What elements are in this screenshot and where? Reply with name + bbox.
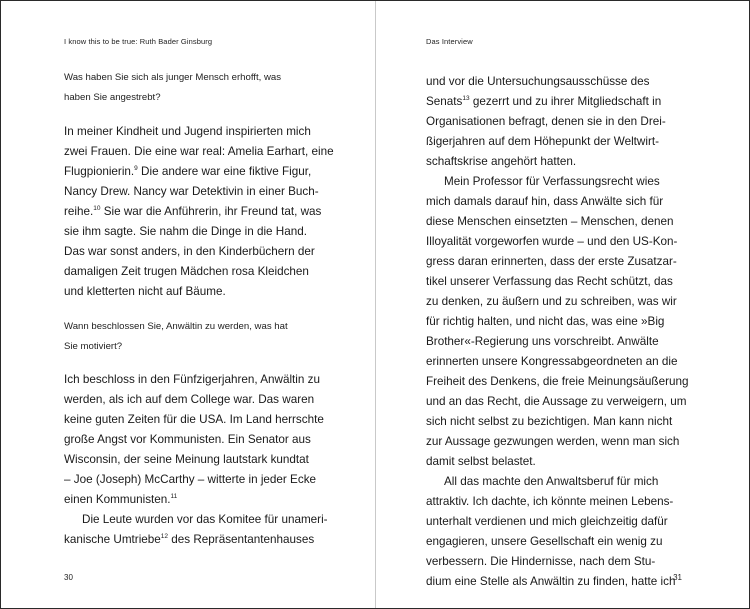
- footnote-ref: 12: [160, 533, 169, 540]
- answer-paragraph: Die Leute wurden vor das Komitee für unameri-: [82, 513, 328, 526]
- interview-question: Was haben Sie sich als junger Mensch erhofft, was haben Sie angestrebt?: [64, 72, 282, 103]
- answer-paragraph: Mein Professor für Verfassungsrecht wies: [444, 175, 660, 188]
- running-head: Das Interview: [426, 37, 473, 46]
- interview-question: Wann beschlossen Sie, Anwältin zu werden, was hat Sie motiviert?: [64, 321, 288, 352]
- answer-block: [64, 122, 334, 302]
- answer-paragraph-continued: kanische Umtriebe$^{12}$ des Repräsentantenhauses: [64, 533, 315, 546]
- answer-block: [426, 72, 689, 592]
- answer-block: [64, 370, 328, 550]
- footnote-ref: 10: [93, 205, 101, 212]
- answer-paragraph: und vor die Untersuchungsausschüsse des Senats$^{13}$ gezerrt und zu ihrer Mitgliedschaft in Organisationen befragt, denen sie in den Drei- ßigerjahren auf dem Höhepunkt der Weltwirt- schaftskrise angehört hatten.: [426, 75, 666, 168]
- footnote-ref: 9: [134, 165, 138, 172]
- answer-paragraph: Ich beschloss in den Fünfzigerjahren, Anwältin zu werden, als ich auf dem College war. Das waren keine guten Zeiten für die USA. Im Land herrschte große Angst vor Kommunisten. Ein Senator aus Wisconsin, der seine Meinung lautstark kundtat – Joe (Joseph) McCarthy – witterte in jeder Ecke einen Kommunisten.$^{11}$: [64, 373, 324, 506]
- page-number: 31: [673, 573, 682, 582]
- answer-paragraph: In meiner Kindheit und Jugend inspirierten mich zwei Frauen. Die eine war real: Amelia Earhart, eine Flugpionierin.$^9$ Die andere war eine fiktive Figur, Nancy Drew. Nancy war Detektivin in einer Buch- reihe.$^{10}$ Sie war die Anführerin, ihr Freund tat, was sie ihm sagte. Sie nahm die Dinge in die Hand. Das war sonst anders, in den Kinderbüchern der damaligen Zeit trugen Mädchen rosa Kleidchen und kletterten nicht auf Bäume.: [64, 125, 334, 298]
- footnote-ref: 11: [170, 493, 178, 500]
- page-number: 30: [64, 573, 73, 582]
- answer-paragraph: All das machte den Anwaltsberuf für mich: [444, 475, 659, 488]
- footnote-ref: 13: [462, 95, 470, 102]
- question-block: [64, 68, 319, 108]
- answer-paragraph-continued: mich damals darauf hin, dass Anwälte sich für diese Menschen einsetzten – Menschen, denen Illoyalität vorgeworfen wurde – und den US-Kon- gress daran erinnerten, dass der erste Zusatzar- tikel unserer Verfassung das Recht schützt, das zu denken, zu äußern und zu schreiben, was wir für richtig halten, und nicht das, was eine »Big Brother«-Regierung uns vorschreibt. Anwälte erinnerten unsere Kongressabgeordneten an die Freiheit des Denkens, die freie Meinungsäußerung und an das Recht, die Aussage zu verweigern, um sich nicht selbst zu bezichtigen. Man kann nicht zur Aussage gezwungen werden, wenn man sich damit selbst belastet.: [426, 195, 689, 468]
- left-page: [1, 1, 375, 608]
- question-block: [64, 317, 319, 357]
- right-page: [376, 1, 749, 608]
- answer-paragraph-continued: attraktiv. Ich dachte, ich könnte meinen Lebens- unterhalt verdienen und mich gleichzeitig dafür engagieren, unsere Gesellschaft ein wenig zu verbessern. Die Hindernisse, nach dem Stu- dium eine Stelle als Anwältin zu finden, hatte ich: [426, 495, 676, 588]
- running-head: I know this to be true: Ruth Bader Ginsburg: [64, 37, 213, 46]
